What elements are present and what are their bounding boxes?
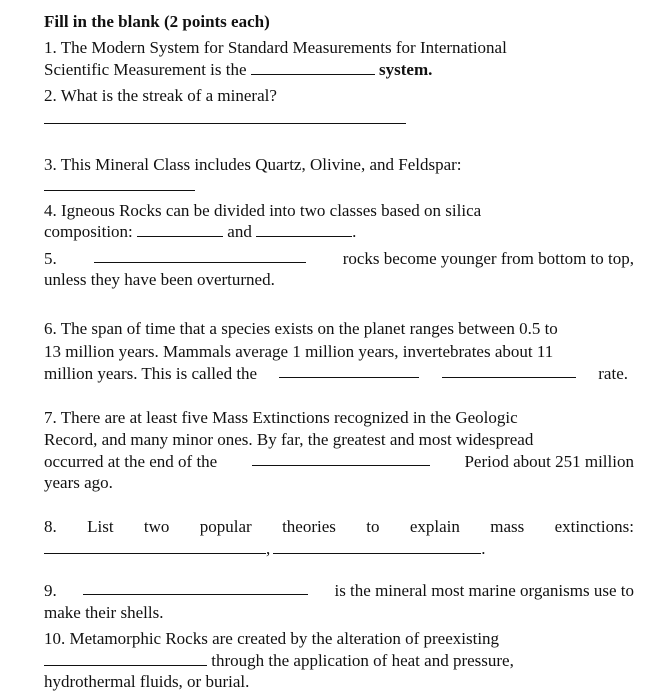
question-8-word: theories bbox=[282, 517, 336, 536]
question-2-answer-line bbox=[44, 108, 406, 130]
question-4-line-2 bbox=[44, 221, 356, 243]
question-8-word: popular bbox=[199, 517, 252, 536]
answer-blank-5[interactable] bbox=[94, 248, 306, 263]
question-10-text: through the application of heat and pressure, bbox=[207, 651, 514, 670]
question-7-line-4: years ago. bbox=[44, 473, 113, 492]
answer-blank-10[interactable] bbox=[44, 651, 207, 666]
question-5-line-1 bbox=[44, 248, 634, 270]
question-8-period: . bbox=[481, 539, 486, 558]
answer-blank-8b[interactable] bbox=[273, 539, 481, 554]
question-8-comma: , bbox=[266, 539, 271, 558]
question-9-text: is the mineral most marine organisms use to bbox=[334, 581, 634, 600]
question-1-line-2 bbox=[44, 59, 432, 81]
question-8-word: two bbox=[143, 517, 170, 536]
answer-blank-3[interactable] bbox=[44, 176, 195, 191]
question-8-word: mass bbox=[490, 517, 525, 536]
question-8-word: explain bbox=[409, 517, 460, 536]
question-8-word: List bbox=[87, 517, 114, 536]
question-8-line-1 bbox=[44, 516, 634, 538]
question-4-line-1: 4. Igneous Rocks can be divided into two classes based on silica bbox=[44, 201, 482, 220]
question-6-line-3 bbox=[44, 363, 628, 385]
question-7-text: occurred at the end of the bbox=[44, 452, 218, 471]
question-8-word: to bbox=[366, 517, 380, 536]
question-6-text: million years. This is called the bbox=[44, 364, 258, 383]
question-3-answer-line bbox=[44, 175, 195, 197]
question-8-word: 8. bbox=[44, 517, 57, 536]
question-8-answer-line bbox=[44, 538, 486, 560]
question-4-and: and bbox=[223, 222, 257, 241]
question-1-line-1: 1. The Modern System for Standard Measurements for International bbox=[44, 38, 507, 57]
question-7-line-1 bbox=[44, 407, 634, 429]
question-7-line-3 bbox=[44, 451, 634, 473]
answer-blank-2[interactable] bbox=[44, 109, 406, 124]
question-9-line-2: make their shells. bbox=[44, 603, 164, 622]
answer-blank-6a[interactable] bbox=[279, 363, 419, 378]
question-2: 2. What is the streak of a mineral? bbox=[44, 86, 277, 105]
section-title: Fill in the blank (2 points each) bbox=[44, 12, 270, 31]
question-7-text-1: 7. There are at least five Mass Extinctions recognized in the Geologic bbox=[44, 408, 518, 427]
answer-blank-1[interactable] bbox=[251, 60, 375, 75]
answer-blank-7[interactable] bbox=[252, 451, 430, 466]
question-9-number: 9. bbox=[44, 581, 57, 600]
question-5-text: rocks become younger from bottom to top, bbox=[342, 249, 634, 268]
question-7-suffix: Period about 251 million bbox=[464, 452, 634, 471]
answer-blank-6b[interactable] bbox=[442, 363, 576, 378]
question-1-text: Scientific Measurement is the bbox=[44, 60, 251, 79]
question-6-line-2: 13 million years. Mammals average 1 million years, invertebrates about 11 bbox=[44, 342, 554, 361]
question-6-suffix: rate. bbox=[598, 364, 628, 383]
question-7-line-2: Record, and many minor ones. By far, the greatest and most widespread bbox=[44, 430, 534, 449]
question-6-line-1: 6. The span of time that a species exists on the planet ranges between 0.5 to bbox=[44, 319, 558, 338]
question-10-line-3: hydrothermal fluids, or burial. bbox=[44, 672, 250, 691]
answer-blank-4b[interactable] bbox=[256, 222, 352, 237]
question-10-line-2 bbox=[44, 650, 514, 672]
answer-blank-4a[interactable] bbox=[137, 222, 223, 237]
question-1-suffix: system. bbox=[374, 60, 433, 79]
question-4-text: composition: bbox=[44, 222, 138, 241]
question-5-number: 5. bbox=[44, 249, 57, 268]
question-8-word: extinctions: bbox=[554, 517, 634, 536]
question-5-line-2: unless they have been overturned. bbox=[44, 270, 275, 289]
cropped-text-remnant bbox=[175, 0, 505, 3]
question-9-line-1 bbox=[44, 580, 634, 602]
question-10-line-1: 10. Metamorphic Rocks are created by the alteration of preexisting bbox=[44, 629, 500, 648]
question-4-period: . bbox=[352, 222, 357, 241]
answer-blank-8a[interactable] bbox=[44, 539, 266, 554]
question-3: 3. This Mineral Class includes Quartz, Olivine, and Feldspar: bbox=[44, 155, 462, 174]
answer-blank-9[interactable] bbox=[83, 580, 308, 595]
